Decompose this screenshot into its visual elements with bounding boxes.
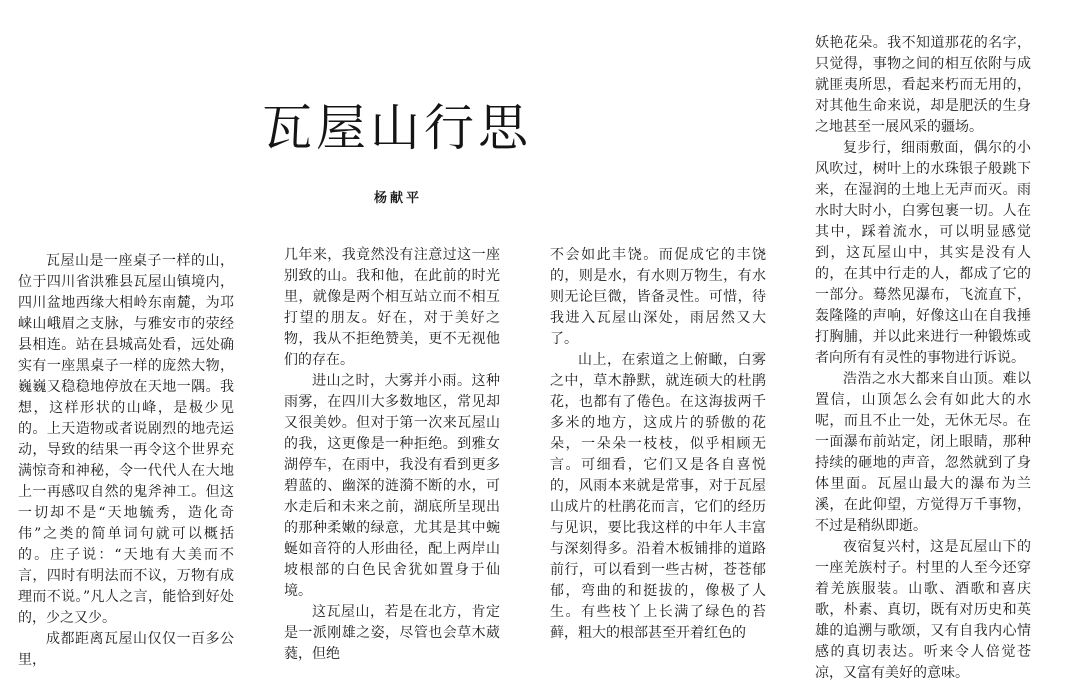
article-title: 瓦屋山行思 bbox=[262, 99, 532, 157]
paragraph: 夜宿复兴村，这是瓦屋山下的一座羌族村子。村里的人至今还穿着羌族服装。山歌、酒歌和喜庆歌，朴素、真切，既有对历史和英雄的追溯与歌颂，又有自我内心情感的真切表达。听来令人倍觉苍凉，又富有美好的意味。 bbox=[815, 539, 1031, 681]
article-author: 杨献平 bbox=[374, 191, 423, 206]
paragraph-continued: 几年来，我竟然没有注意过这一座别致的山。我和他，在此前的时光里，就像是两个相互站立而不相互打望的朋友。好在，对于美好之物，我从不拒绝赞美，更不无视他们的存在。 bbox=[284, 247, 500, 368]
text-column-3 bbox=[550, 245, 766, 641]
text-column-4 bbox=[815, 33, 1031, 681]
paragraph-continued: 妖艳花朵。我不知道那花的名字，只觉得，事物之间的相互依附与成就匪夷所思，看起来朽而无用的，对其他生命来说，却是肥沃的生身之地甚至一展风采的疆场。 bbox=[815, 35, 1031, 135]
paragraph: 瓦屋山是一座桌子一样的山，位于四川省洪雅县瓦屋山镇境内，四川盆地西缘大相岭东南麓，为邛崃山峨眉之支脉，与雅安市的荥经县相连。站在县城高处看，远处确实有一座黑桌子一样的庞然大物，巍巍又稳稳地停放在天地一隅。我想，这样形状的山峰，是极少见的。上天造物或者说剧烈的地壳运动，导致的结果一再令这个世界充满惊奇和神秘，令一代代人在大地上一再感叹自然的鬼斧神工。但这一切却不是“天地毓秀，造化奇伟”之类的简单词句就可以概括的。庄子说：“天地有大美而不言，四时有明法而不议，万物有成理而不说。”凡人之言，能恰到好处的，少之又少。 bbox=[18, 253, 234, 626]
paragraph: 复步行，细雨敷面，偶尔的小风吹过，树叶上的水珠银子般跳下来，在湿润的土地上无声而灭。雨水时大时小，白雾包裹一切。人在其中，踩着流水，可以明显感觉到，这瓦屋山中，其实是没有人的，在其中行走的人，都成了它的一部分。蓦然见瀑布，飞流直下，轰隆隆的声响，好像这山在自我捶打胸脯，并以此来进行一种锻炼或者向所有有灵性的事物进行诉说。 bbox=[815, 140, 1031, 366]
paragraph: 这瓦屋山，若是在北方，肯定是一派刚雄之姿，尽管也会草木葳蕤，但绝 bbox=[284, 604, 500, 662]
paragraph-continued: 不会如此丰饶。而促成它的丰饶的，则是水，有水则万物生，有水则无论巨微，皆备灵性。可惜，待我进入瓦屋山深处，雨居然又大了。 bbox=[550, 247, 766, 347]
paragraph: 浩浩之水大都来自山顶。难以置信，山顶怎么会有如此大的水呢，而且不止一处，无休无尽。在一面瀑布前站定，闭上眼睛，那种持续的砸地的声音，忽然就到了身体里面。瓦屋山最大的瀑布为兰溪，在此仰望，方觉得万千事物，不过是稍纵即逝。 bbox=[815, 371, 1031, 534]
text-column-1 bbox=[18, 251, 234, 668]
paragraph: 山上，在索道之上俯瞰，白雾之中，草木静默，就连硕大的杜鹃花，也都有了倦色。在这海拔两千多米的地方，这成片的骄傲的花朵，一朵朵一枝枝，似乎相顾无言。可细看，它们又是各自喜悦的，风雨本来就是常事，对于瓦屋山成片的杜鹃花而言，它们的经历与见识，要比我这样的中年人丰富与深刻得多。沿着木板铺排的道路前行，可以看到一些古树，苍苍郁郁，弯曲的和挺拔的，像极了人生。有些枝丫上长满了绿色的苔藓，粗大的根部甚至开着红色的 bbox=[550, 352, 766, 641]
paragraph: 进山之时，大雾并小雨。这种雨雾，在四川大多数地区，常见却又很美妙。但对于第一次来瓦屋山的我，这更像是一种拒绝。到雅女湖停车，在雨中，我没有看到更多碧蓝的、幽深的涟漪不断的水，可水走后和未来之前，湖底所呈现出的那种柔嫩的绿意，尤其是其中蜿蜒如音符的人形曲径，配上两岸山坡根部的白色民舍犹如置身于仙境。 bbox=[284, 373, 500, 599]
text-column-2 bbox=[284, 245, 500, 662]
paragraph: 成都距离瓦屋山仅仅一百多公里， bbox=[18, 631, 234, 668]
